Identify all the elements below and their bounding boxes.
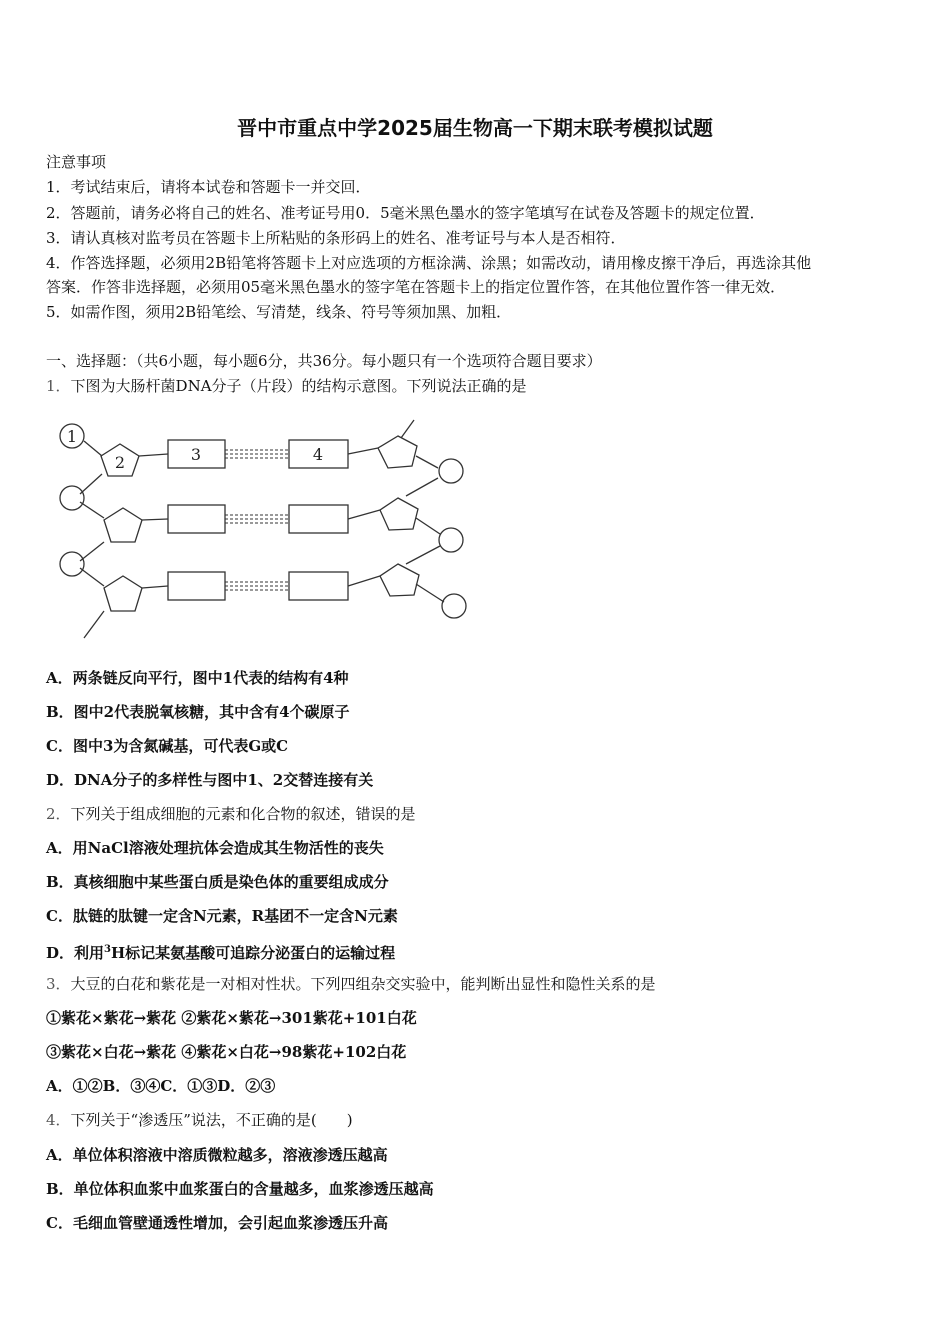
bond-line <box>84 611 104 638</box>
notice-item: 2．答题前，请务必将自己的姓名、准考证号用0．5毫米黑色墨水的签字笔填写在试卷及答题卡的规定位置． <box>46 204 765 222</box>
sugar-pentagon <box>380 564 419 596</box>
sugar-pentagon <box>104 508 142 542</box>
section-heading: 一、选择题：（共6小题，每小题6分，共36分。每小题只有一个选项符合题目要求） <box>46 352 602 370</box>
notice-item: 3．请认真核对监考员在答题卡上所粘贴的条形码上的姓名、准考证号与本人是否相符． <box>46 229 626 247</box>
question-text: 下列关于组成细胞的元素和化合物的叙述，错误的是 <box>70 805 416 823</box>
question-2-option-d <box>46 940 395 963</box>
bond-line <box>348 576 380 586</box>
question-4-stem <box>46 1110 353 1130</box>
bond-line <box>348 448 378 454</box>
diagram-label-2: 2 <box>114 453 126 472</box>
bond-line <box>142 519 168 520</box>
question-4-option-a: A．单位体积溶液中溶质微粒越多，溶液渗透压越高 <box>46 1146 388 1164</box>
phosphate-circle <box>60 486 84 510</box>
page-title: 晋中市重点中学2025届生物高一下期末联考模拟试题 <box>237 116 713 140</box>
question-number: 2． <box>46 805 71 823</box>
base-box <box>289 505 348 533</box>
dna-structure-diagram <box>46 416 486 641</box>
question-3-line: ①紫花×紫花→紫花 ②紫花×紫花→301紫花+101白花 <box>46 1009 417 1027</box>
bond-line <box>406 478 438 496</box>
sugar-pentagon <box>378 436 417 468</box>
bond-line <box>80 474 102 494</box>
question-number: 1． <box>46 377 71 395</box>
question-4-option-c: C．毛细血管壁通透性增加，会引起血浆渗透压升高 <box>46 1214 388 1232</box>
question-1-stem <box>46 376 527 396</box>
question-1-option-b: B．图中2代表脱氧核糖，其中含有4个碳原子 <box>46 703 350 721</box>
bond-line <box>416 456 438 468</box>
notice-heading: 注意事项 <box>46 153 107 171</box>
notice-item: 5．如需作图，须用2B铅笔绘、写清楚，线条、符号等须加黑、加粗． <box>46 303 512 321</box>
bond-line <box>80 502 104 518</box>
option-text: D．利用 <box>46 944 105 962</box>
question-1-option-c: C．图中3为含氮碱基，可代表G或C <box>46 737 289 755</box>
notice-item: 1．考试结束后，请将本试卷和答题卡一并交回． <box>46 178 371 196</box>
question-3-line: ③紫花×白花→紫花 ④紫花×白花→98紫花+102白花 <box>46 1043 407 1061</box>
question-2-option-b: B．真核细胞中某些蛋白质是染色体的重要组成成分 <box>46 873 389 891</box>
diagram-label-1: 1 <box>66 427 78 446</box>
diagram-label-3: 3 <box>190 445 202 464</box>
phosphate-circle <box>439 459 463 483</box>
bond-line <box>416 584 444 602</box>
question-3-options: A．①②B．③④C．①③D．②③ <box>46 1077 276 1095</box>
notice-item: 答案．作答非选择题，必须用05毫米黑色墨水的签字笔在答题卡上的指定位置作答，在其他位置作答一律无效． <box>46 278 786 296</box>
question-text: 大豆的白花和紫花是一对相对性状。下列四组杂交实验中，能判断出显性和隐性关系的是 <box>70 975 656 993</box>
notice-item: 4．作答选择题，必须用2B铅笔将答题卡上对应选项的方框涂满、涂黑；如需改动，请用橡皮擦干净后，再选涂其他 <box>46 254 812 272</box>
bond-line <box>80 542 104 561</box>
base-box <box>168 572 225 600</box>
base-box <box>289 572 348 600</box>
question-2-option-c: C．肽链的肽键一定含N元素，R基团不一定含N元素 <box>46 907 398 925</box>
question-4-option-b: B．单位体积血浆中血浆蛋白的含量越多，血浆渗透压越高 <box>46 1180 434 1198</box>
phosphate-circle <box>60 552 84 576</box>
question-text: 下图为大肠杆菌DNA分子（片段）的结构示意图。下列说法正确的是 <box>70 377 527 395</box>
phosphate-circle <box>442 594 466 618</box>
question-3-stem <box>46 974 656 994</box>
phosphate-circle <box>439 528 463 552</box>
bond-line <box>406 546 440 564</box>
diagram-label-4: 4 <box>312 445 324 464</box>
question-2-option-a: A．用NaCl溶液处理抗体会造成其生物活性的丧失 <box>46 839 384 857</box>
base-box <box>168 505 225 533</box>
question-number: 3． <box>46 975 71 993</box>
question-text: 下列关于“渗透压”说法，不正确的是( ) <box>70 1111 353 1129</box>
bond-line <box>139 454 168 456</box>
option-text: H标记某氨基酸可追踪分泌蛋白的运输过程 <box>110 944 396 962</box>
question-number: 4． <box>46 1111 71 1129</box>
question-1-option-a: A．两条链反向平行，图中1代表的结构有4种 <box>46 669 349 687</box>
sugar-pentagon <box>104 576 142 611</box>
question-2-stem <box>46 804 416 824</box>
superscript: 3 <box>104 944 111 955</box>
bond-line <box>348 510 380 519</box>
bond-line <box>84 441 102 456</box>
bond-line <box>80 568 104 586</box>
bond-line <box>416 518 440 534</box>
bond-line <box>142 586 168 588</box>
question-1-option-d: D．DNA分子的多样性与图中1、2交替连接有关 <box>46 771 374 789</box>
bond-line <box>401 420 414 438</box>
sugar-pentagon <box>380 498 418 530</box>
